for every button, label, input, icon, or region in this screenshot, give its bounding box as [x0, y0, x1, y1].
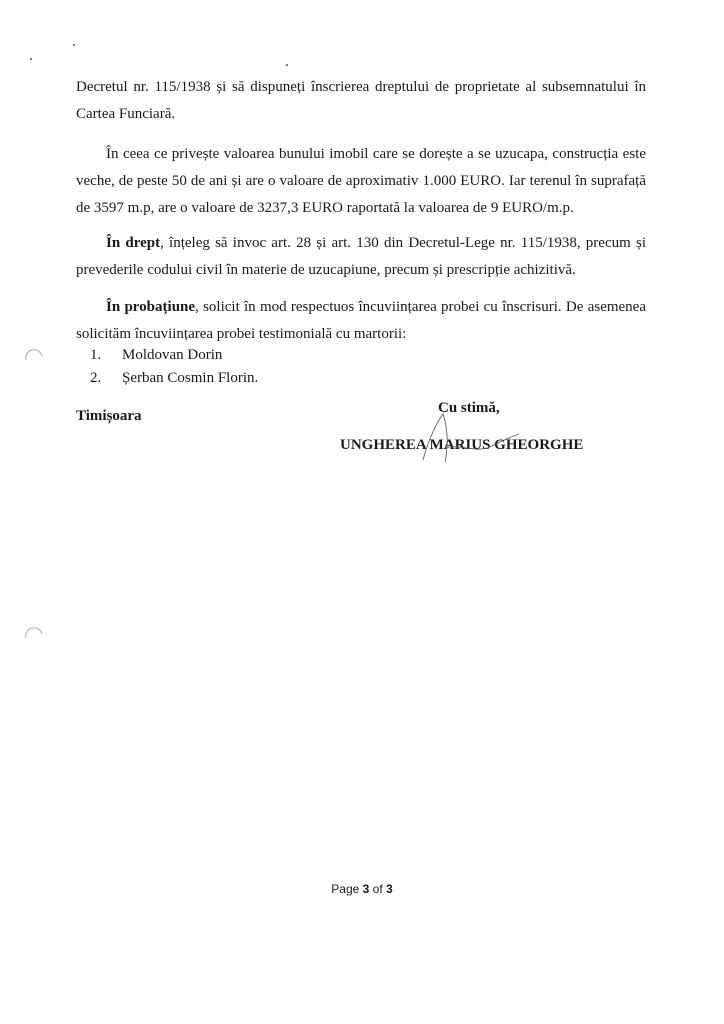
current-page-number: 3	[362, 882, 370, 896]
scan-speck	[30, 58, 32, 60]
scan-speck	[286, 64, 288, 66]
witness-name: Șerban Cosmin Florin.	[122, 370, 259, 386]
evidence-heading: În probațiune	[106, 299, 196, 315]
page-footer	[0, 882, 724, 896]
law-heading: În drept	[106, 235, 161, 251]
footer-middle: of	[369, 882, 387, 896]
punch-hole-icon	[24, 624, 44, 640]
value-paragraph: În ceea ce privește valoarea bunului imobil care se dorește a se uzucapa, construcția este veche, de peste 50 de ani și are o valoare de aproximativ 1.000 EURO. Iar terenul în suprafață de 3597 m.p, are o valoare de 3237,3 EURO raportată la valoarea de 9 EURO/m.p.	[76, 146, 646, 216]
signer-name: UNGHEREA MARIUS GHEORGHE	[340, 437, 584, 453]
city-label: Timișoara	[76, 408, 142, 424]
continuation-paragraph: Decretul nr. 115/1938 și să dispuneți înscrierea dreptului de proprietate al subsemnatului în Cartea Funciară.	[76, 79, 646, 122]
footer-prefix: Page	[331, 882, 363, 896]
list-item	[90, 367, 258, 390]
evidence-paragraph	[76, 294, 646, 348]
list-item	[90, 344, 258, 367]
list-number: 2.	[90, 370, 102, 386]
evidence-text: , solicit în mod respectuos încuviințarea probei cu înscrisuri. De asemenea solicităm încuviințarea probei testimonială cu martorii:	[76, 299, 646, 342]
closing-greeting: Cu stimă,	[438, 400, 500, 416]
scan-speck	[73, 44, 75, 46]
punch-hole-icon	[24, 346, 44, 362]
signature-icon	[415, 408, 525, 468]
law-text: , înțeleg să invoc art. 28 și art. 130 din Decretul-Lege nr. 115/1938, precum și prevederile codului civil în materie de uzucapiune, precum și prescripție achizitivă.	[76, 235, 646, 278]
law-paragraph	[76, 230, 646, 284]
list-number: 1.	[90, 347, 102, 363]
witness-name: Moldovan Dorin	[122, 347, 223, 363]
total-pages-number: 3	[386, 882, 393, 896]
witness-list	[90, 344, 258, 390]
